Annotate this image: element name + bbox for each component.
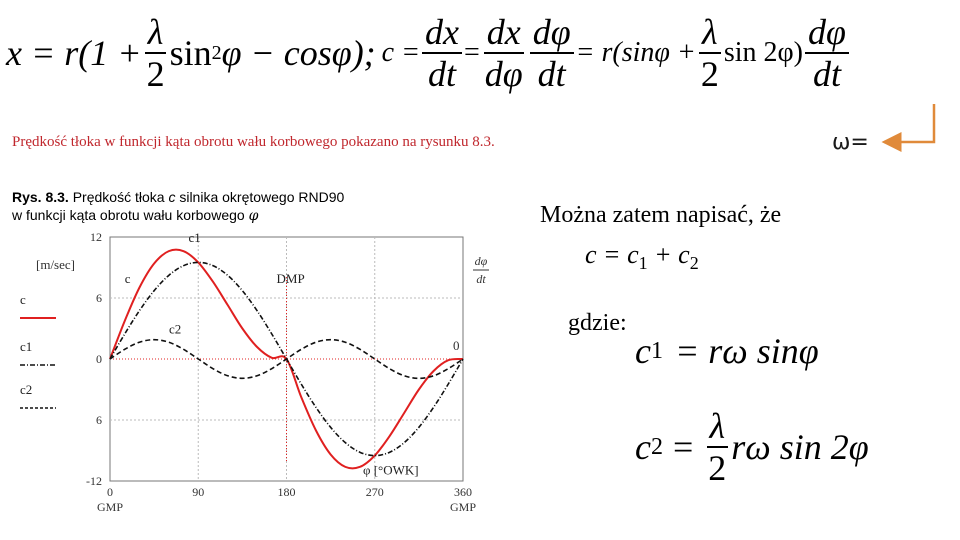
chart-labels (20, 230, 489, 514)
omega-label: ω= (832, 130, 869, 155)
right-label-num: dφ (474, 254, 488, 268)
right-zero-label: 0 (453, 338, 460, 353)
formula-lambda: λ (145, 14, 167, 54)
figure-caption (12, 188, 344, 225)
c2-lhs: c (635, 427, 651, 467)
figure-caption-1a: Prędkość tłoka (68, 189, 169, 205)
legend-label-c2: c2 (20, 382, 33, 397)
formula-c-eq: c = (381, 37, 420, 68)
formula-x-eq: x = r(1 + (6, 33, 142, 73)
x-tick-label: 90 (192, 485, 205, 499)
c-sum-formula (585, 240, 699, 274)
annotation-c: c (124, 270, 131, 286)
y-unit-label: [m/sec] (36, 257, 75, 272)
c1-lhs: c (635, 331, 651, 371)
formula-dx: dx (422, 14, 462, 54)
formula-dt: dt (427, 54, 456, 94)
arrow-path (884, 104, 934, 142)
c-sum-sub1: 1 (638, 253, 648, 274)
top-caption: Prędkość tłoka w funkcji kąta obrotu wału korbowego pokazano na rysunku 8.3. (12, 134, 495, 150)
right-label-den: dt (476, 272, 486, 286)
c1-rhs: = rω sinφ (674, 331, 819, 371)
formula-dx-2: dx (484, 14, 524, 54)
formula-phi-cos: φ − cosφ); (221, 33, 376, 73)
legend-label-c1: c1 (20, 339, 33, 354)
c2-lambda: λ (707, 408, 729, 448)
annotation-c1: c1 (188, 230, 201, 246)
c1-formula (635, 330, 819, 372)
annotation-phi-owk: φ [°OWK] (362, 462, 419, 478)
figure-caption-bold: Rys. 8.3. (12, 189, 69, 205)
x-sub-left: GMP (96, 500, 124, 514)
formula-sq: 2 (211, 41, 222, 64)
y-tick-label: 12 (90, 230, 102, 244)
formula-eq2: = r(sinφ + (575, 37, 696, 68)
c-sum-sub2: 2 (689, 253, 699, 274)
formula-dphi: dφ (484, 54, 523, 94)
formula-dphi-3: dφ (805, 14, 849, 54)
annotation-c2: c2 (169, 321, 182, 337)
x-tick-label: 270 (365, 485, 384, 499)
annotation-dmp: DMP (276, 270, 305, 286)
figure-caption-phi: φ (248, 208, 259, 224)
y-tick-label: 0 (96, 352, 102, 366)
formula-dt-2: dt (537, 54, 566, 94)
figure-caption-c: c (168, 189, 176, 205)
figure-caption-1b: silnika okrętowego RND90 (175, 189, 345, 205)
formula-dphi-2: dφ (530, 14, 574, 54)
formula-sin2phi: sin 2φ) (723, 37, 803, 68)
legend-label-c: c (20, 292, 26, 307)
c1-sub: 1 (650, 337, 663, 364)
x-tick-label: 180 (277, 485, 296, 499)
c-sum-a: c = c (585, 240, 639, 269)
c2-lambda-half (705, 408, 729, 486)
velocity-chart (0, 225, 500, 540)
formula-lambda-2: λ (699, 14, 721, 54)
formula-dt-3: dt (812, 54, 841, 94)
c2-formula (635, 408, 869, 486)
formula-sin: sin (169, 33, 212, 73)
formula-eq1: = (463, 37, 480, 68)
right-intro: Można zatem napisać, że (540, 202, 782, 228)
c-sum-plus: + c (647, 240, 690, 269)
x-sub-right: GMP (449, 500, 477, 514)
y-tick-label: -12 (86, 474, 102, 488)
c2-rhs: rω sin 2φ (731, 427, 869, 467)
gdzie-label: gdzie: (568, 310, 627, 336)
c2-two: 2 (708, 448, 727, 488)
c2-eq: = (672, 427, 694, 467)
x-tick-label: 360 (454, 485, 472, 499)
figure-caption-2: w funkcji kąta obrotu wału korbowego (12, 207, 249, 223)
formula-two-2: 2 (700, 54, 719, 94)
y-tick-label: 6 (96, 413, 102, 427)
y-tick-label: 6 (96, 291, 102, 305)
c2-sub: 2 (650, 433, 663, 460)
x-tick-label: 0 (107, 485, 113, 499)
formula-two: 2 (146, 54, 165, 94)
